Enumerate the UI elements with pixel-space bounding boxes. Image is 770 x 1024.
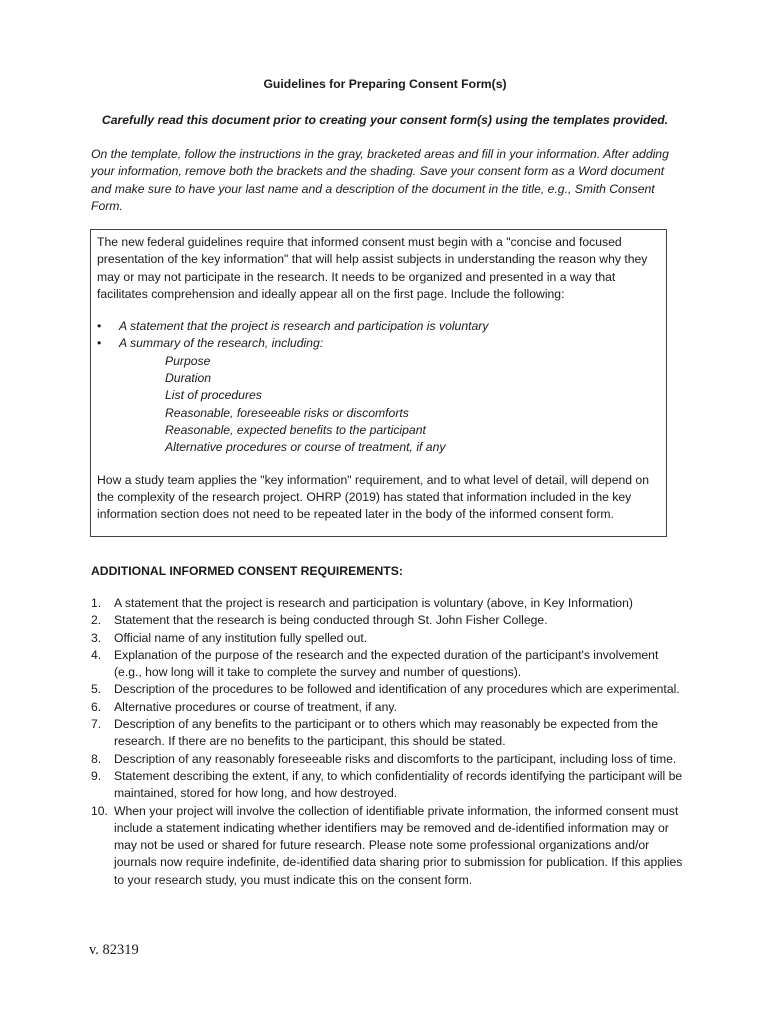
key-info-paragraph-1: The new federal guidelines require that informed consent must begin with a "concise and focused presentation of the key information" that will help assist subjects in understanding the reason why they may or may not participate in the research. It needs to be organized and presented in a way that facilitates comprehension and ideally appear all on the first page. Include the following:	[97, 235, 648, 301]
requirement-item	[91, 716, 683, 751]
requirements-list	[91, 595, 683, 889]
requirement-item	[91, 681, 683, 698]
key-info-bullet-list	[97, 318, 660, 353]
key-info-bullet: • A statement that the project is research and participation is voluntary	[97, 318, 660, 335]
requirement-text: Official name of any institution fully spelled out.	[114, 630, 368, 645]
key-info-paragraph-2: How a study team applies the "key information" requirement, and to what level of detail, will depend on the complexity of the research project. OHRP (2019) has stated that information included in the key information section does not need to be repeated later in the body of the informed consent form.	[97, 472, 649, 522]
requirement-item	[91, 768, 683, 803]
requirement-item	[91, 751, 683, 768]
summary-item: Purpose	[165, 353, 211, 368]
key-info-bullet: • A summary of the research, including:	[97, 335, 660, 352]
summary-item: Duration	[165, 371, 212, 386]
document-title: Guidelines for Preparing Consent Form(s)	[263, 77, 507, 91]
requirement-number: 9.	[91, 768, 102, 783]
requirement-item	[91, 612, 683, 629]
requirement-text: Explanation of the purpose of the research and the expected duration of the participant's involvement (e.g., how long will it take to complete the survey and number of questions).	[114, 647, 659, 680]
requirement-text: When your project will involve the collection of identifiable private information, the informed consent must include a statement indicating whether identifiers may be removed and de-identified information may or may not be used or shared for future research. Please note some professional organizations and/or journals now require indefinite, de-identified data sharing prior to submission for publication. If this applies to your research study, you must indicate this on the consent form.	[114, 803, 683, 887]
summary-item: List of procedures	[165, 388, 262, 403]
requirement-number: 1.	[91, 596, 102, 610]
summary-item: Reasonable, foreseeable risks or discomforts	[165, 405, 409, 420]
requirements-heading: ADDITIONAL INFORMED CONSENT REQUIREMENTS:	[91, 564, 403, 578]
key-information-box	[90, 229, 667, 537]
summary-item: Alternative procedures or course of treatment, if any	[165, 440, 446, 455]
requirement-number: 5.	[91, 682, 102, 697]
requirement-text: Statement that the research is being conducted through St. John Fisher College.	[114, 613, 548, 628]
version-label: v. 82319	[89, 942, 139, 958]
requirement-text: Description of the procedures to be followed and identification of any procedures which are experimental.	[114, 682, 680, 697]
requirement-item	[91, 699, 683, 716]
summary-item: Reasonable, expected benefits to the participant	[165, 422, 426, 437]
requirement-number: 8.	[91, 751, 102, 766]
requirement-item	[91, 647, 683, 682]
requirement-text: Description of any reasonably foreseeable risks and discomforts to the participant, including loss of time.	[114, 751, 677, 766]
requirement-text: Alternative procedures or course of treatment, if any.	[114, 699, 397, 714]
requirement-text: A statement that the project is research and participation is voluntary (above, in Key Information)	[114, 596, 633, 610]
requirement-number: 4.	[91, 647, 102, 662]
requirement-number: 2.	[91, 613, 102, 628]
intro-paragraph: On the template, follow the instructions in the gray, bracketed areas and fill in your information. After adding your information, remove both the brackets and the shading. Save your consent form as a Word document and make sure to have your last name and a description of the document in the title, e.g., Smith Consent Form.	[91, 147, 669, 213]
requirement-number: 3.	[91, 630, 102, 645]
requirement-item	[91, 595, 683, 612]
requirement-item	[91, 803, 683, 889]
requirement-text: Statement describing the extent, if any, to which confidentiality of records identifying the participant will be maintained, stored for how long, and how destroyed.	[114, 768, 683, 801]
requirement-item	[91, 630, 683, 647]
requirement-number: 6.	[91, 699, 102, 714]
document-subtitle: Carefully read this document prior to creating your consent form(s) using the templates provided.	[101, 113, 669, 127]
research-summary-list	[97, 353, 660, 457]
requirement-number: 7.	[91, 717, 102, 732]
requirement-number: 10.	[91, 803, 108, 818]
requirement-text: Description of any benefits to the participant or to others which may reasonably be expected from the research. If there are no benefits to the participant, this should be stated.	[114, 717, 658, 749]
